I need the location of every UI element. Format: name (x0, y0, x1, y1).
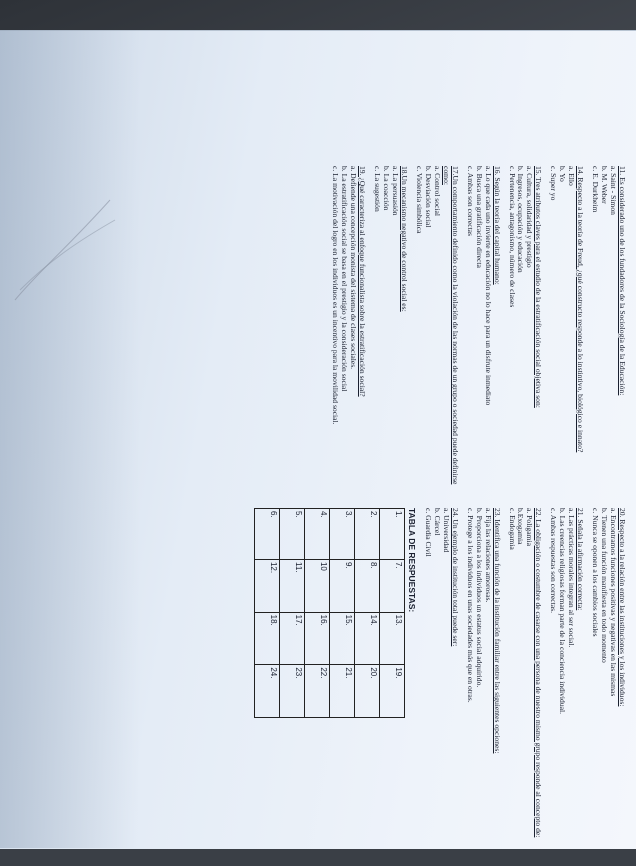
answer-cell[interactable]: 19. (379, 665, 404, 718)
question-title: 17.Un comportamiento definido como la violación de las normas de un grupo o sociedad puede definirse como: (441, 166, 460, 485)
answer-option: b. M. Weber (600, 166, 610, 204)
answer-option: b. Cárcel (432, 508, 442, 536)
answer-cell[interactable]: 22. (304, 665, 329, 718)
answer-cell[interactable]: 24. (254, 665, 279, 718)
answer-option: c. La sugestión (373, 166, 383, 212)
answer-option: c. Guardia Civil (423, 508, 433, 557)
question-block (507, 166, 543, 496)
question-block (330, 166, 366, 496)
answer-option: a. Las prácticas morales integran al ser social. (567, 508, 577, 648)
answer-option: c. Ambas respuestas son correctas. (549, 508, 559, 614)
question-title: 22. La obligación o costumbre de casarse con una persona de nuestro mismo grupo responde al concepto de: (534, 508, 544, 838)
left-question-column (324, 166, 626, 496)
answer-table-row (329, 509, 354, 718)
answer-option: a. Defiende una concepción monista del sistema de clases sociales. (349, 166, 359, 370)
question-title: 15. Tres atributos claves para el estudio de la estratificación social objetiva son: (534, 166, 544, 408)
answer-table-row (279, 509, 304, 718)
answer-table-row (254, 509, 279, 718)
answer-cell[interactable]: 2. (354, 509, 379, 560)
question-title: 16. Según la teoría del capital humano: (492, 166, 502, 285)
answer-cell[interactable]: 10 (304, 559, 329, 612)
question-block (548, 508, 584, 838)
answer-option: b. Ingresos, ocupación y educación (516, 166, 526, 273)
answer-cell[interactable]: 1. (379, 509, 404, 560)
answer-option: b. Busca una gratificación directa (474, 166, 484, 268)
answer-cell[interactable]: 20. (354, 665, 379, 718)
question-title: 18.Un mecanismo negativo de control social es: (399, 166, 409, 312)
answer-option: a. La persuasión (391, 166, 401, 216)
answer-option: b. Proporciona a los individuos un estatus social adquirido. (474, 508, 484, 688)
question-block (414, 166, 459, 496)
question-block (465, 508, 501, 838)
answer-option: c. Super yo (549, 166, 559, 201)
answer-option: a. Cultura, solidaridad y prestigio (525, 166, 535, 268)
question-block (423, 508, 459, 838)
question-block (590, 508, 626, 838)
answer-option: c. Ambas son correctas (465, 166, 475, 237)
right-question-column (254, 508, 626, 838)
question-block (507, 508, 543, 838)
answer-cell[interactable]: 11. (279, 559, 304, 612)
answer-cell[interactable]: 6. (254, 509, 279, 560)
answer-option: a. Saint - Simon (609, 166, 619, 215)
question-block (548, 166, 584, 496)
question-block (465, 166, 501, 496)
answer-cell[interactable]: 12. (254, 559, 279, 612)
answer-option: a. Fija las relaciones amorosas. (483, 508, 493, 603)
answer-cell[interactable]: 17. (279, 612, 304, 665)
answer-option: b. Las creencias religiosas forman parte de la conciencia individual. (558, 508, 568, 714)
answer-table-row (354, 509, 379, 718)
answer-table (254, 508, 405, 718)
question-title: 24. Un ejemplo de institución total puede ser: (450, 508, 460, 647)
question-block (372, 166, 408, 496)
answer-cell[interactable]: 15. (329, 612, 354, 665)
answer-option: a. Poligamia (525, 508, 535, 546)
answer-option: b.Exogamia (516, 508, 526, 545)
rotated-page-content (6, 48, 626, 866)
answer-cell[interactable]: 5. (279, 509, 304, 560)
answer-option: a. Lo que cada uno invierte en educación no lo hace para un disfrute inmediato (483, 166, 493, 406)
answer-table-row (379, 509, 404, 718)
answer-cell[interactable]: 7. (379, 559, 404, 612)
answer-option: c. Pertenencia, antagonismo, número de clases (507, 166, 517, 308)
answer-option: b. Tienen una función manifiesta en todo momento (600, 508, 610, 663)
question-title: 23. Identifica una función de la institución familiar entre las siguientes opciones: (492, 508, 502, 754)
answer-option: c. Protege a los individuos en unas sociedades más que en otras. (465, 508, 475, 703)
question-title: 19. ¿Qué caracteriza al enfoque funcionalista sobre la estratificación social? (358, 166, 368, 397)
answer-option: a. Encontramos funciones positivas y negativas en las mismas (609, 508, 619, 697)
question-block (590, 166, 626, 496)
answer-option: c. Nunca se oponen a los cambios sociales (591, 508, 601, 637)
question-title: 20. Respecto a la relación entre las instituciones y los individuos: (618, 508, 627, 707)
answer-cell[interactable]: 13. (379, 612, 404, 665)
answer-option: c. Violencia simbólica (414, 166, 424, 234)
answer-cell[interactable]: 23. (279, 665, 304, 718)
answer-option: c. Endogamia (507, 508, 517, 550)
answer-cell[interactable]: 18. (254, 612, 279, 665)
answer-table-row (304, 509, 329, 718)
question-title: 21. Señala la afirmación correcta: (576, 508, 586, 611)
answer-option: a. Control social (432, 166, 442, 216)
answer-option: b. La coacción (382, 166, 392, 211)
answer-option: b. Desviación social (423, 166, 433, 228)
answer-cell[interactable]: 16. (304, 612, 329, 665)
answer-cell[interactable]: 8. (354, 559, 379, 612)
answer-option: a. Ello (567, 166, 577, 186)
answer-option: c. E. Durkheim (591, 166, 601, 213)
answer-option: b. Yo (558, 166, 568, 182)
question-title: 14. Respecto a la teoría de Freud, ¿qué constructo responde a lo instintivo, biológico e innato? (576, 166, 586, 453)
question-title: 11. Es considerado uno de los fundadores de la Sociología de la Educación: (618, 166, 627, 396)
answer-option: a. Universidad (441, 508, 451, 553)
answer-option: b. La estratificación social se basa en el prestigio y la consideración social (340, 166, 350, 392)
answer-cell[interactable]: 4. (304, 509, 329, 560)
answer-cell[interactable]: 9. (329, 559, 354, 612)
answer-cell[interactable]: 21. (329, 665, 354, 718)
answer-cell[interactable]: 14. (354, 612, 379, 665)
answer-table-title: TABLA DE RESPUESTAS: (406, 508, 417, 613)
answer-cell[interactable]: 3. (329, 509, 354, 560)
answer-option: c. La motivación del logro en los individuos es un incentivo para la movilidad social. (331, 166, 341, 425)
